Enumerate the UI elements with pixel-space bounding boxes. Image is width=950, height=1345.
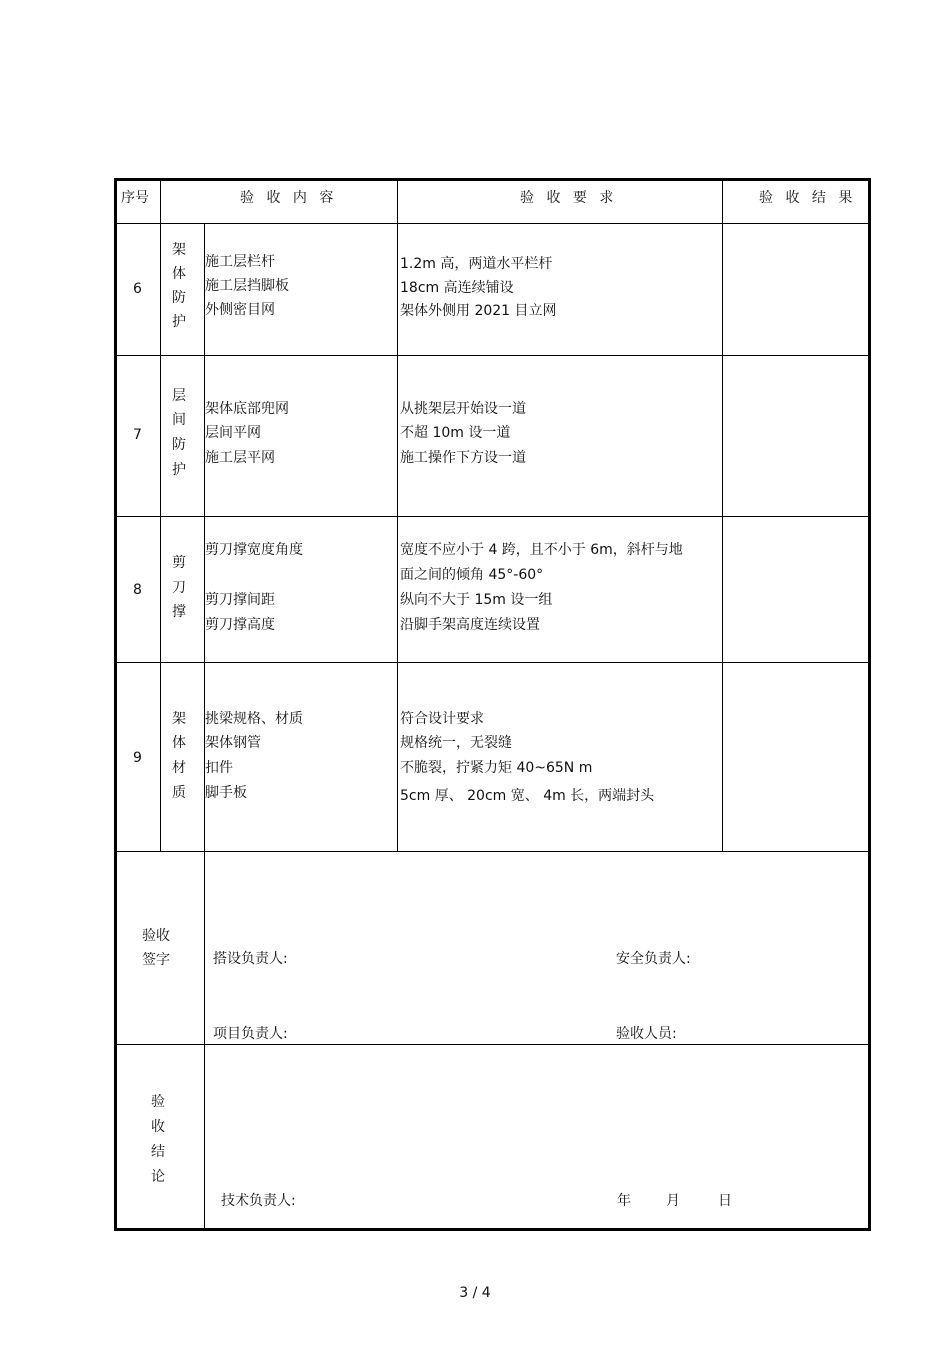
- requirement-text: 沿脚手架高度连续设置: [400, 617, 540, 633]
- row-number: 7: [133, 427, 142, 443]
- item-text: 剪刀撑宽度角度: [205, 542, 303, 558]
- item-text: 施工层挡脚板: [205, 278, 289, 294]
- date-day: 日: [718, 1193, 732, 1209]
- item-text: 施工层平网: [205, 450, 275, 466]
- requirement-text: 不脆裂，拧紧力矩 40~65N m: [400, 760, 593, 776]
- row-divider: [114, 1044, 871, 1045]
- category-char: 撑: [172, 604, 186, 620]
- requirement-text: 18cm 高连续铺设: [400, 280, 514, 296]
- item-text: 施工层栏杆: [205, 254, 275, 270]
- row-number: 6: [133, 281, 142, 297]
- item-text: 挑梁规格、材质: [205, 711, 303, 727]
- header-requirement: 验 收 要 求: [520, 190, 618, 206]
- table-border-top: [114, 178, 871, 181]
- header-seq: 序号: [121, 190, 149, 206]
- header-content: 验 收 内 容: [240, 190, 338, 206]
- requirement-text: 符合设计要求: [400, 711, 484, 727]
- requirement-text: 纵向不大于 15m 设一组: [400, 592, 553, 608]
- col-divider: [722, 178, 723, 852]
- tech-sign-field: 技术负责人:: [221, 1193, 296, 1209]
- row-number: 8: [133, 582, 142, 598]
- category-char: 材: [172, 760, 186, 776]
- category-char: 架: [172, 711, 186, 727]
- requirement-text: 不超 10m 设一道: [400, 425, 511, 441]
- signature-label: 签字: [142, 952, 170, 968]
- conclusion-label-char: 验: [151, 1094, 165, 1110]
- requirement-text: 宽度不应小于 4 跨，且不小于 6m，斜杆与地: [400, 542, 683, 558]
- col-divider: [160, 178, 161, 852]
- category-char: 架: [172, 242, 186, 258]
- inspector-sign-field: 验收人员:: [616, 1026, 677, 1042]
- category-char: 刀: [172, 580, 186, 596]
- item-text: 扣件: [205, 760, 233, 776]
- category-char: 体: [172, 266, 186, 282]
- project-sign-field: 项目负责人:: [213, 1026, 288, 1042]
- table-border-right: [868, 178, 871, 1231]
- col-divider: [397, 178, 398, 852]
- category-char: 护: [172, 462, 186, 478]
- safety-sign-field: 安全负责人:: [616, 951, 691, 967]
- row-divider: [114, 355, 871, 356]
- category-char: 护: [172, 314, 186, 330]
- item-text: 架体钢管: [205, 735, 261, 751]
- conclusion-label-char: 结: [151, 1144, 165, 1160]
- conclusion-label-char: 论: [151, 1169, 165, 1185]
- item-text: 剪刀撑高度: [205, 617, 275, 633]
- conclusion-label-char: 收: [151, 1119, 165, 1135]
- table-border-bottom: [114, 1228, 871, 1231]
- category-char: 剪: [172, 555, 186, 571]
- item-text: 外侧密目网: [205, 302, 275, 318]
- requirement-text: 架体外侧用 2021 目立网: [400, 303, 557, 319]
- row-divider: [114, 662, 871, 663]
- signature-label: 验收: [142, 928, 170, 944]
- header-result: 验 收 结 果: [759, 190, 857, 206]
- item-text: 脚手板: [205, 785, 247, 801]
- requirement-text: 施工操作下方设一道: [400, 450, 526, 466]
- row-divider: [114, 516, 871, 517]
- date-year: 年: [617, 1193, 631, 1209]
- item-text: 层间平网: [205, 425, 261, 441]
- requirement-text: 规格统一，无裂缝: [400, 735, 512, 751]
- item-text: 架体底部兜网: [205, 401, 289, 417]
- builder-sign-field: 搭设负责人:: [213, 951, 288, 967]
- category-char: 防: [172, 437, 186, 453]
- item-text: 剪刀撑间距: [205, 592, 275, 608]
- category-char: 间: [172, 412, 186, 428]
- row-divider: [114, 223, 871, 224]
- row-number: 9: [133, 750, 142, 766]
- page-number: 3 / 4: [459, 1285, 491, 1301]
- requirement-text: 5cm 厚、 20cm 宽、 4m 长，两端封头: [400, 788, 655, 804]
- category-char: 层: [172, 388, 186, 404]
- category-char: 体: [172, 735, 186, 751]
- category-char: 防: [172, 290, 186, 306]
- date-month: 月: [666, 1193, 680, 1209]
- requirement-text: 从挑架层开始设一道: [400, 401, 526, 417]
- requirement-text: 1.2m 高，两道水平栏杆: [400, 256, 553, 272]
- table-border-left: [114, 178, 117, 1231]
- requirement-text: 面之间的倾角 45°-60°: [400, 567, 544, 583]
- category-char: 质: [172, 785, 186, 801]
- row-divider: [114, 851, 871, 852]
